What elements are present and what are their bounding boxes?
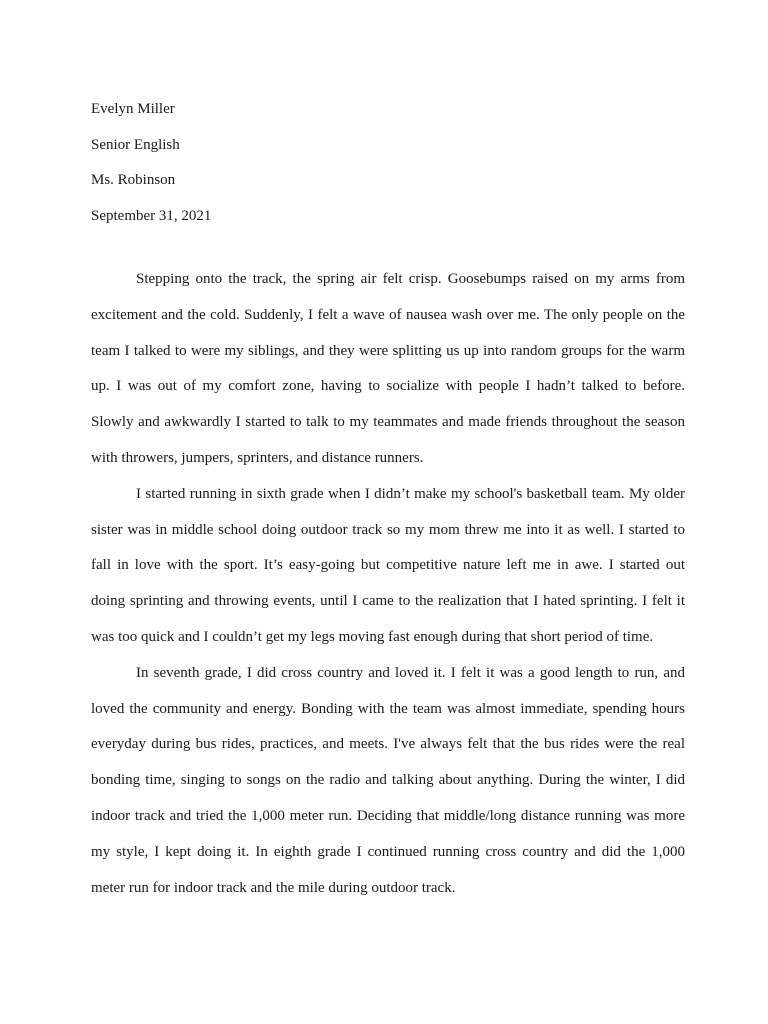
text-line: indoor track and tried the 1,000 meter run. Deciding that middle/long distance running was more <box>91 807 685 824</box>
text-line: I started running in sixth grade when I didn’t make my school's basketball team. My older <box>136 485 685 502</box>
essay-body <box>91 262 685 906</box>
text-line: excitement and the cold. Suddenly, I felt a wave of nausea wash over me. The only people on the <box>91 306 685 323</box>
text-line: fall in love with the sport. It’s easy-going but competitive nature left me in awe. I started out <box>91 557 685 574</box>
teacher-name: Ms. Robinson <box>91 172 176 188</box>
text-line: was too quick and I couldn’t get my legs moving fast enough during that short period of time. <box>91 628 654 645</box>
text-line: loved the community and energy. Bonding with the team was almost immediate, spending hours <box>91 700 685 717</box>
text-line: up. I was out of my comfort zone, having to socialize with people I hadn’t talked to before. <box>91 378 685 395</box>
text-line: bonding time, singing to songs on the radio and talking about anything. During the winter, I did <box>91 772 685 789</box>
text-line: sister was in middle school doing outdoor track so my mom threw me into it as well. I started to <box>91 521 685 538</box>
text-line: my style, I kept doing it. In eighth grade I continued running cross country and did the 1,000 <box>91 843 685 860</box>
text-line: In seventh grade, I did cross country and loved it. I felt it was a good length to run, and <box>136 664 685 681</box>
text-line: with throwers, jumpers, sprinters, and distance runners. <box>91 449 424 466</box>
text-line: everyday during bus rides, practices, and meets. I've always felt that the bus rides were the real <box>91 736 685 753</box>
author-name: Evelyn Miller <box>91 101 175 117</box>
essay-date: September 31, 2021 <box>91 207 212 224</box>
course-name: Senior English <box>91 136 180 153</box>
paragraph-1 <box>91 262 685 477</box>
essay-header <box>91 92 691 234</box>
text-line: meter run for indoor track and the mile during outdoor track. <box>91 879 456 896</box>
paragraph-3 <box>91 656 685 907</box>
paragraph-2 <box>91 477 685 656</box>
text-line: Stepping onto the track, the spring air felt crisp. Goosebumps raised on my arms from <box>136 271 685 287</box>
text-line: team I talked to were my siblings, and they were splitting us up into random groups for the warm <box>91 342 685 359</box>
text-line: Slowly and awkwardly I started to talk to my teammates and made friends throughout the season <box>91 414 685 431</box>
text-line: doing sprinting and throwing events, until I came to the realization that I hated sprinting. I felt it <box>91 593 685 610</box>
